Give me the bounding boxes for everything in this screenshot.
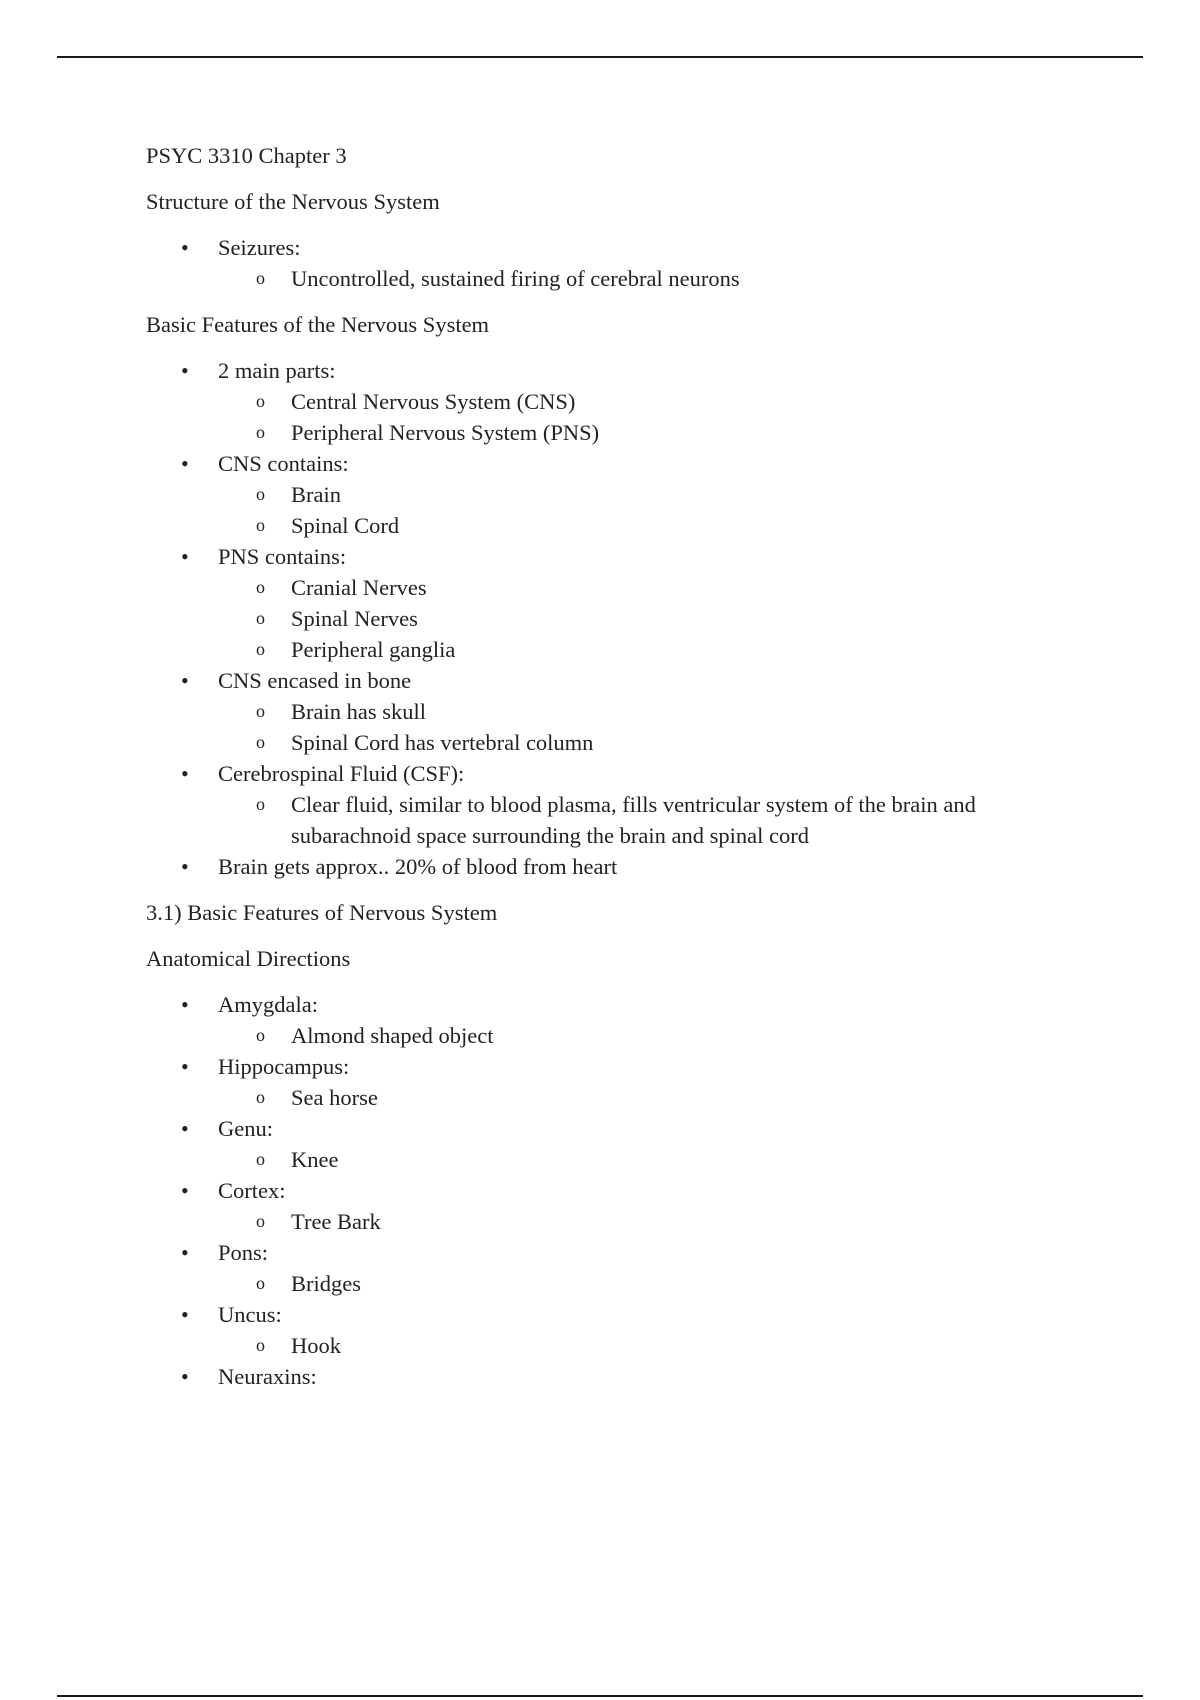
bullet-icon: • [181,992,189,1017]
circle-bullet-icon: o [256,608,265,628]
sub-list-item-text: Sea horse [291,1085,378,1110]
bullet-icon: • [181,668,189,693]
sub-list-item-text: Central Nervous System (CNS) [291,389,576,414]
sub-list [218,1268,1066,1299]
section-heading: Anatomical Directions [146,946,351,971]
footer-rule [57,1695,1143,1697]
bullet-icon: • [181,761,189,786]
list-item-text: 2 main parts: [218,358,336,383]
list-item [146,1299,1066,1361]
circle-bullet-icon: o [256,515,265,535]
sub-list-item-text: Peripheral Nervous System (PNS) [291,420,600,445]
circle-bullet-icon: o [256,484,265,504]
sub-list-item-text: Uncontrolled, sustained firing of cerebral neurons [291,266,740,291]
document-title: PSYC 3310 Chapter 3 [146,143,347,168]
sub-list-item-text: Spinal Cord [291,513,400,538]
circle-bullet-icon: o [256,794,265,814]
list-item-text: Neuraxins: [218,1364,317,1389]
sections [146,186,1066,1392]
sub-list-item [218,417,1066,448]
list-item-text: Pons: [218,1240,269,1265]
sub-list-item-text: Peripheral ganglia [291,637,456,662]
sub-list [218,386,1066,448]
circle-bullet-icon: o [256,268,265,288]
sub-list [218,479,1066,541]
sub-list-item-text: Bridges [291,1271,361,1296]
sub-list-item-text: Tree Bark [291,1209,381,1234]
sub-list-item [218,1206,1066,1237]
sub-list-item [218,1144,1066,1175]
circle-bullet-icon: o [256,391,265,411]
sub-list-item [218,727,1066,758]
list-item-text: CNS contains: [218,451,349,476]
list-item-text: Seizures: [218,235,301,260]
bullet-icon: • [181,544,189,569]
sub-list [218,572,1066,665]
section-heading: Structure of the Nervous System [146,189,440,214]
sub-list [218,1020,1066,1051]
sub-list [218,263,1066,294]
bullet-list [146,232,1066,294]
list-item-text: Amygdala: [218,992,318,1017]
sub-list-item-text: Brain [291,482,341,507]
bullet-icon: • [181,1178,189,1203]
bullet-icon: • [181,451,189,476]
sub-list-item [218,263,1066,294]
circle-bullet-icon: o [256,577,265,597]
list-item [146,758,1066,851]
sub-list-item [218,510,1066,541]
list-item [146,1237,1066,1299]
sub-list [218,1206,1066,1237]
sub-list [218,1144,1066,1175]
list-item [146,989,1066,1051]
circle-bullet-icon: o [256,1273,265,1293]
sub-list-item-text: Spinal Nerves [291,606,418,631]
list-item-text: Genu: [218,1116,273,1141]
bullet-icon: • [181,358,189,383]
list-item [146,355,1066,448]
sub-list [218,789,1066,851]
sub-list-item [218,634,1066,665]
bullet-list [146,989,1066,1392]
sub-list-item-text: Hook [291,1333,341,1358]
list-item [146,665,1066,758]
sub-list-item [218,1268,1066,1299]
list-item [146,1175,1066,1237]
sub-list-item [218,572,1066,603]
circle-bullet-icon: o [256,1025,265,1045]
sub-list [218,1082,1066,1113]
sub-list-item [218,696,1066,727]
list-item [146,1361,1066,1392]
list-item-text: Cerebrospinal Fluid (CSF): [218,761,465,786]
section-heading: Basic Features of the Nervous System [146,312,490,337]
list-item [146,541,1066,665]
bullet-icon: • [181,1364,189,1389]
circle-bullet-icon: o [256,1335,265,1355]
list-item-text: Uncus: [218,1302,282,1327]
sub-list-item [218,1330,1066,1361]
list-item-text: CNS encased in bone [218,668,412,693]
sub-list-item-text: Spinal Cord has vertebral column [291,730,594,755]
sub-list-item [218,386,1066,417]
sub-list-item [218,789,1066,851]
list-item [146,1113,1066,1175]
bullet-icon: • [181,235,189,260]
circle-bullet-icon: o [256,1149,265,1169]
bullet-icon: • [181,854,189,879]
bullet-icon: • [181,1302,189,1327]
list-item-text: PNS contains: [218,544,347,569]
sub-list-item-text: Clear fluid, similar to blood plasma, fills ventricular system of the brain and subarachnoid space surrounding the brain and spinal cord [291,792,976,848]
list-item-text: Cortex: [218,1178,286,1203]
sub-list-item [218,1082,1066,1113]
sub-list-item [218,479,1066,510]
header-rule [57,56,1143,58]
bullet-icon: • [181,1116,189,1141]
sub-list [218,1330,1066,1361]
sub-list-item [218,1020,1066,1051]
list-item [146,232,1066,294]
sub-list-item-text: Almond shaped object [291,1023,494,1048]
sub-list-item-text: Brain has skull [291,699,426,724]
sub-list-item [218,603,1066,634]
circle-bullet-icon: o [256,1087,265,1107]
document-body [146,140,1066,1407]
circle-bullet-icon: o [256,639,265,659]
sub-list-item-text: Knee [291,1147,339,1172]
bullet-icon: • [181,1240,189,1265]
circle-bullet-icon: o [256,732,265,752]
list-item-text: Hippocampus: [218,1054,350,1079]
bullet-list [146,355,1066,882]
list-item [146,1051,1066,1113]
list-item [146,851,1066,882]
section-heading: 3.1) Basic Features of Nervous System [146,900,498,925]
list-item-text: Brain gets approx.. 20% of blood from heart [218,854,618,879]
circle-bullet-icon: o [256,1211,265,1231]
circle-bullet-icon: o [256,701,265,721]
sub-list-item-text: Cranial Nerves [291,575,427,600]
bullet-icon: • [181,1054,189,1079]
circle-bullet-icon: o [256,422,265,442]
sub-list [218,696,1066,758]
list-item [146,448,1066,541]
